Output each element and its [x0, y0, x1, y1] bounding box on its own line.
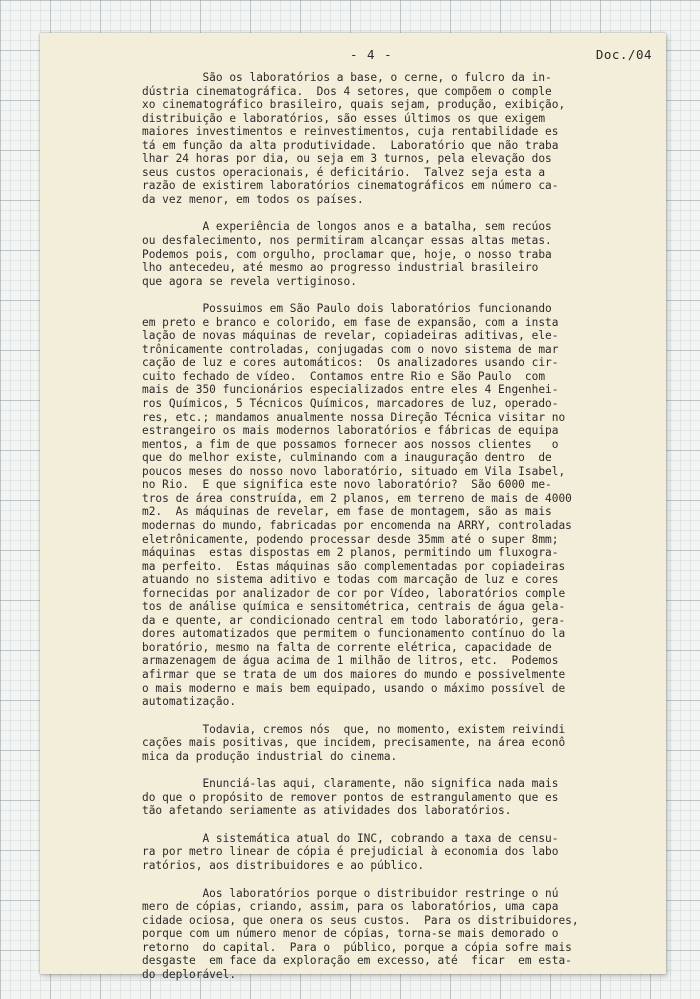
text-line: Todavia, cremos nós que, no momento, existem reivindi [142, 722, 566, 736]
text-line: lhar 24 horas por dia, ou seja em 3 turnos, pela elevação dos [142, 152, 552, 166]
document-body [142, 71, 642, 995]
paragraph [142, 832, 642, 873]
text-line: poucos meses do nosso novo laboratório, situado em Vila Isabel, [142, 464, 566, 478]
text-line: maiores investimentos e reinvestimentos, cuja rentabilidade es [142, 125, 559, 139]
paragraph [142, 723, 642, 764]
text-line: atuando no sistema aditivo e todas com marcação de luz e cores [142, 573, 559, 587]
text-line: do deplorável. [142, 967, 237, 981]
text-line: A sistemática atual do INC, cobrando a taxa de censu- [142, 831, 559, 845]
text-line: ratórios, aos distribuidores e ao público. [142, 858, 425, 872]
text-line: trônicamente controladas, conjugadas com o novo sistema de mar [142, 342, 559, 356]
text-line: res, etc.; mandamos anualmente nossa Direção Técnica visitar no [142, 410, 566, 424]
page-number: - 4 - [350, 47, 393, 62]
text-line: porque com um número menor de cópias, torna-se mais demorado o [142, 927, 559, 941]
text-line: máquinas estas dispostas em 2 planos, permitindo um fluxogra- [142, 546, 559, 560]
text-line: mica da produção industrial do cinema. [142, 749, 398, 763]
text-line: o mais moderno e mais bem equipado, usando o máximo possível de [142, 681, 566, 695]
paragraph [142, 71, 642, 206]
text-line: São os laboratórios a base, o cerne, o fulcro da in- [142, 71, 552, 84]
text-line: Possuimos em São Paulo dois laboratórios funcionando [142, 302, 552, 316]
text-line: lação de novas máquinas de revelar, copiadeiras aditivas, ele- [142, 329, 559, 343]
text-line: da e quente, ar condicionado central em todo laboratório, gera- [142, 613, 566, 627]
text-line: mero de cópias, criando, assim, para os laboratórios, uma capa [142, 900, 559, 914]
text-line: cuito fechado de vídeo. Contamos entre Rio e São Paulo com [142, 369, 546, 383]
text-line: fornecidas por analizador de cor por Vídeo, laboratórios comple [142, 586, 566, 600]
text-line: que agora se revela vertiginoso. [142, 274, 357, 288]
text-line: automatização. [142, 695, 237, 709]
text-line: afirmar que se trata de um dos maiores do mundo e possivelmente [142, 667, 566, 681]
text-line: retorno do capital. Para o público, porque a cópia sofre mais [142, 940, 572, 954]
text-line: em preto e branco e colorido, em fase de expansão, com a insta [142, 315, 559, 329]
paragraph [142, 777, 642, 818]
text-line: ou desfalecimento, nos permitiram alcançar essas altas metas. [142, 234, 552, 248]
text-line: mais de 350 funcionários especializados entre eles 4 Engenhei- [142, 383, 559, 397]
text-line: razão de existirem laboratórios cinematográficos em número ca- [142, 179, 559, 193]
text-line: xo cinematográfico brasileiro, quais sejam, produção, exibição, [142, 98, 566, 112]
text-line: lho antecedeu, até mesmo ao progresso industrial brasileiro [142, 261, 539, 275]
text-line: ma perfeito. Estas máquinas são complementadas por copiadeiras [142, 559, 566, 573]
text-line: cações mais positivas, que incidem, precisamente, na área econô [142, 736, 566, 750]
text-line: tá em função da alta produtividade. Laboratório que não traba [142, 138, 559, 152]
text-line: eletrônicamente, podendo processar desde 35mm até o super 8mm; [142, 532, 559, 546]
document-reference: Doc./04 [595, 47, 652, 62]
text-line: da vez menor, em todos os países. [142, 192, 364, 206]
text-line: ra por metro linear de cópia é prejudicial à economia dos labo [142, 845, 559, 859]
text-line: tão afetando seriamente as atividades dos laboratórios. [142, 804, 512, 818]
text-line: dores automatizados que permitem o funcionamento contínuo do la [142, 627, 566, 641]
text-line: desgaste em face da exploração em excesso, até ficar em esta- [142, 954, 572, 968]
text-line: tos de análise química e sensitométrica, centrais de água gela- [142, 600, 566, 614]
text-line: A experiência de longos anos e a batalha, sem recúos [142, 220, 552, 234]
document-page [40, 33, 666, 981]
paragraph [142, 887, 642, 982]
paragraph [142, 302, 642, 708]
text-line: boratório, mesmo na falta de corrente elétrica, capacidade de [142, 640, 552, 654]
text-line: armazenagem de água acima de 1 milhão de litros, etc. Podemos [142, 654, 559, 668]
text-line: mentos, a fim de que possamos fornecer aos nossos clientes o [142, 437, 559, 451]
text-line: modernas do mundo, fabricadas por encomenda na ARRY, controladas [142, 518, 572, 532]
text-line: do que o propósito de remover pontos de estrangulamento que es [142, 790, 559, 804]
text-line: Aos laboratórios porque o distribuidor restringe o nú [142, 886, 559, 900]
text-line: seus custos operacionais, é deficitário. Talvez seja esta a [142, 165, 546, 179]
text-line: distribuição e laboratórios, são esses últimos os que exigem [142, 111, 546, 125]
text-line: dústria cinematográfica. Dos 4 setores, que compõem o comple [142, 84, 552, 98]
text-line: Enunciá-las aqui, claramente, não significa nada mais [142, 777, 559, 791]
text-line: no Rio. E que significa este novo laboratório? São 6000 me- [142, 478, 552, 492]
page-header [40, 43, 666, 65]
paragraph [142, 220, 642, 288]
text-line: tros de área construída, em 2 planos, em terreno de mais de 4000 [142, 491, 572, 505]
text-line: cação de luz e cores automáticos: Os analizadores usando cir- [142, 356, 559, 370]
text-line: m2. As máquinas de revelar, em fase de montagem, são as mais [142, 505, 552, 519]
text-line: Podemos pois, com orgulho, proclamar que, hoje, o nosso traba [142, 247, 552, 261]
text-line: ros Químicos, 5 Técnicos Químicos, marcadores de luz, operado- [142, 397, 559, 411]
text-line: cidade ociosa, que onera os seus custos. Para os distribuidores, [142, 913, 579, 927]
text-line: estrangeiro os mais modernos laboratórios e fábricas de equipa [142, 424, 559, 438]
text-line: que do melhor existe, culminando com a inauguração dentro de [142, 451, 552, 465]
